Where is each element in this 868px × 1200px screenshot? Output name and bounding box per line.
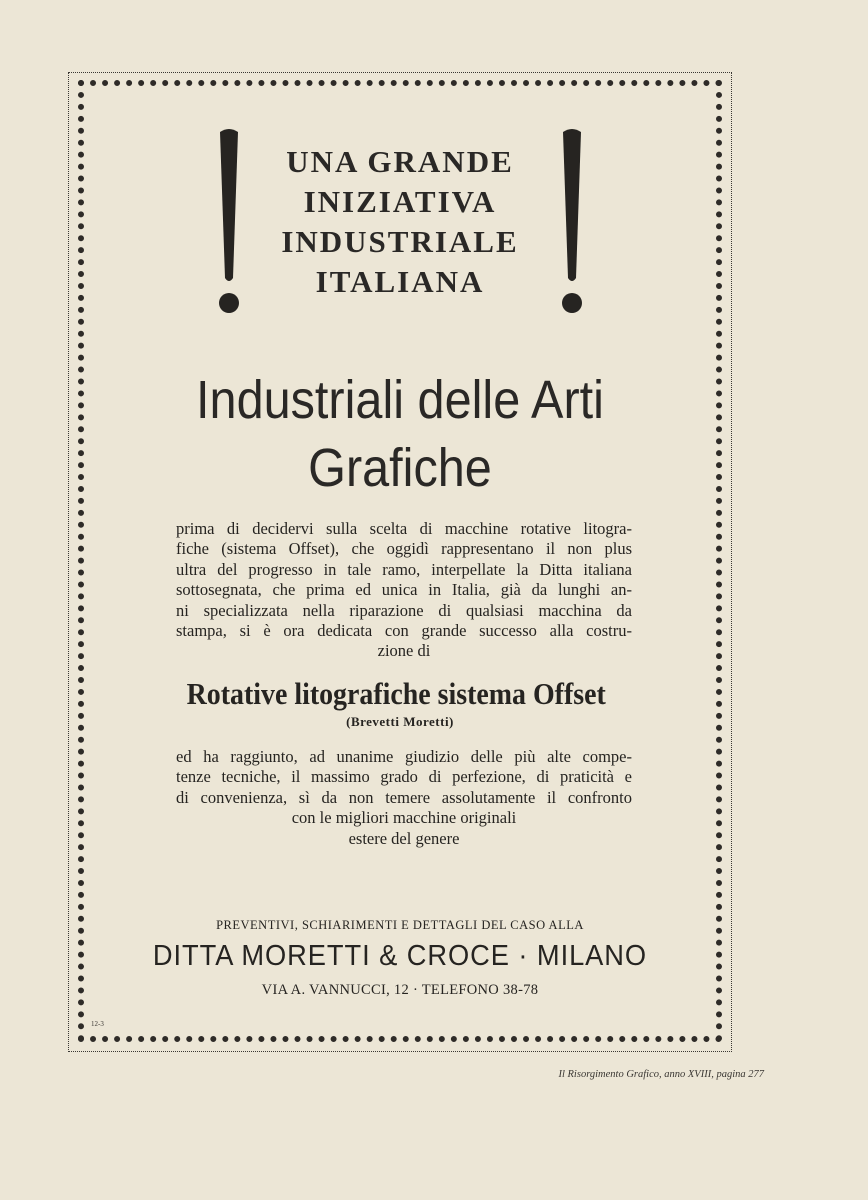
company-address: VIA A. VANNUCCI, 12 · TELEFONO 38-78 xyxy=(261,982,539,998)
contact-intro: PREVENTIVI, SCHIARIMENTI E DETTAGLI DEL CASO ALLA xyxy=(216,918,584,932)
paragraph-line: ni specializzata nella riparazione di qualsiasi macchina da xyxy=(176,600,632,620)
patent-note: (Brevetti Moretti) xyxy=(346,714,454,729)
paragraph-line: tenze tecniche, il massimo grado di perfezione, di praticità e xyxy=(176,767,632,787)
paragraph-line: ed ha raggiunto, ad unanime giudizio delle più alte compe- xyxy=(176,747,632,766)
exclamation-mark-icon xyxy=(557,128,587,314)
page-title xyxy=(123,366,677,502)
paragraph-line: prima di decidervi sulla scelta di macchine rotative litogra- xyxy=(176,519,632,538)
paragraph-line: zione di xyxy=(377,641,431,661)
headline-line: INDUSTRIALE xyxy=(281,224,519,259)
headline xyxy=(250,142,550,302)
paragraph-line: stampa, si è ora dedicata con grande successo alla costru- xyxy=(176,621,632,641)
paragraph-line: fiche (sistema Offset), che oggidì rappresentano il non plus xyxy=(176,539,632,559)
paragraph-line: sottosegnata, che prima ed unica in Italia, già da lunghi an- xyxy=(176,580,632,600)
paragraph-line: estere del genere xyxy=(348,828,460,848)
exclamation-mark-icon xyxy=(214,128,244,314)
paragraph-line: di convenienza, sì da non temere assolutamente il confronto xyxy=(176,787,632,807)
headline-line: ITALIANA xyxy=(315,264,485,299)
page-footer: Il Risorgimento Grafico, anno XVIII, pagina 277 xyxy=(558,1069,764,1080)
title-line: Grafiche xyxy=(308,438,492,498)
paragraph-line: ultra del progresso in tale ramo, interpellate la Ditta italiana xyxy=(176,559,632,579)
intro-paragraph xyxy=(176,519,632,662)
headline-line: INIZIATIVA xyxy=(303,184,497,219)
headline-line: UNA GRANDE xyxy=(286,144,514,179)
detail-paragraph xyxy=(176,747,632,849)
company-name: DITTA MORETTI & CROCE · MILANO xyxy=(152,940,648,972)
product-name: Rotative litografiche sistema Offset xyxy=(186,676,606,711)
ad-code: 12-3 xyxy=(91,1020,104,1028)
paragraph-line: con le migliori macchine originali xyxy=(291,808,517,828)
title-line: Industriali delle Arti xyxy=(196,370,604,430)
